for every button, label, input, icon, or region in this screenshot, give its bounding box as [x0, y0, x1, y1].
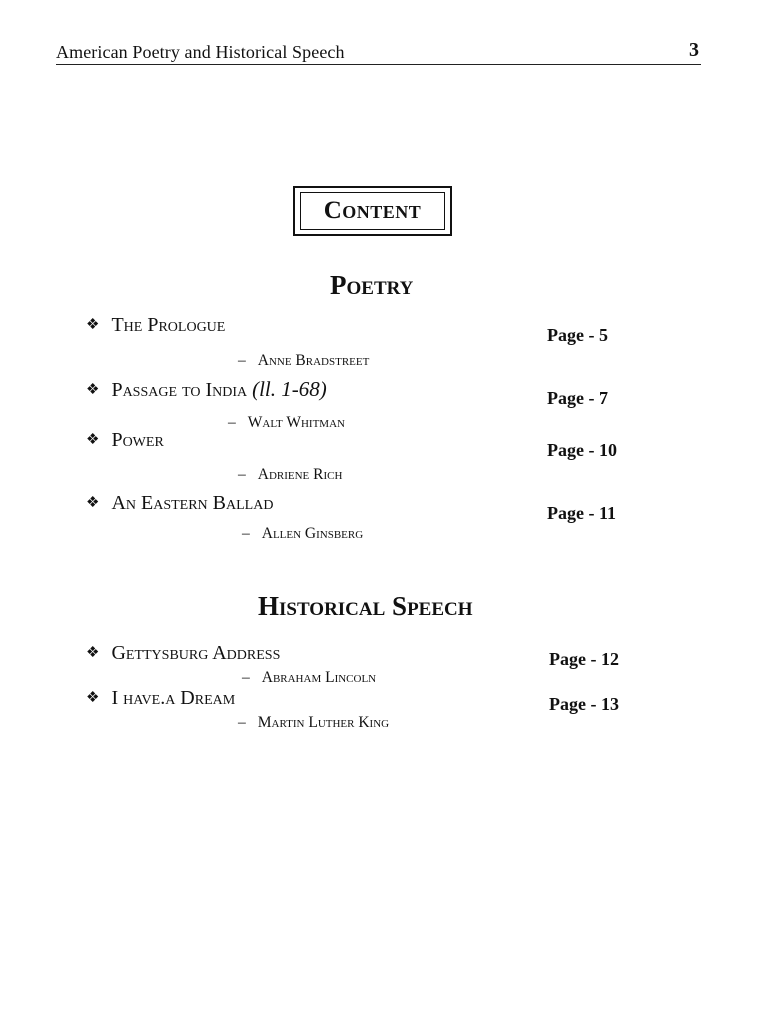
entry-title-text: The Prologue: [111, 314, 226, 336]
bullet-icon: ❖: [86, 317, 100, 333]
section-heading-historical-speech: Historical Speech: [258, 591, 473, 621]
entry-title-text: Gettysburg Address: [111, 642, 281, 664]
author-dash: –: [242, 669, 250, 686]
toc-entry-page: Page - 11: [547, 503, 616, 523]
toc-entry-author: [242, 525, 363, 543]
content-title-box: [293, 186, 452, 236]
toc-entry-page: Page - 7: [547, 388, 608, 408]
toc-entry-page: Page - 10: [547, 440, 617, 460]
bullet-icon: ❖: [86, 432, 100, 448]
section-heading-poetry: Poetry: [330, 270, 414, 300]
toc-entry-author: [238, 352, 369, 370]
toc-entry-title: [86, 429, 164, 452]
toc-entry-title: [86, 642, 280, 665]
toc-entry-title: [86, 492, 273, 515]
author-dash: –: [238, 466, 246, 483]
bullet-icon: ❖: [86, 382, 100, 398]
bullet-icon: ❖: [86, 495, 100, 511]
author-name: Anne Bradstreet: [257, 352, 370, 369]
running-title: American Poetry and Historical Speech: [56, 42, 345, 62]
toc-entry-title: [86, 314, 225, 337]
content-title-frame: [300, 192, 445, 230]
page-number: 3: [689, 39, 699, 61]
author-name: Adriene Rich: [257, 466, 343, 483]
toc-entry-author: [228, 414, 345, 432]
entry-title-text: Power: [111, 429, 164, 451]
running-header: [56, 36, 701, 65]
author-dash: –: [242, 525, 250, 542]
author-name: Walt Whitman: [247, 414, 345, 431]
author-name: Allen Ginsberg: [261, 525, 364, 542]
author-dash: –: [238, 352, 246, 369]
toc-entry-author: [242, 669, 376, 687]
entry-title-text: An Eastern Ballad: [111, 492, 274, 514]
toc-entry-author: [238, 714, 389, 732]
entry-title-text: Passage to India: [111, 379, 248, 401]
toc-entry-page: Page - 5: [547, 325, 608, 345]
toc-entry-title: [86, 377, 327, 402]
toc-entry-title: [86, 687, 235, 710]
entry-title-text: I have.a Dream: [111, 687, 236, 709]
author-name: Abraham Lincoln: [261, 669, 377, 686]
author-dash: –: [238, 714, 246, 731]
bullet-icon: ❖: [86, 645, 100, 661]
author-name: Martin Luther King: [257, 714, 390, 731]
entry-lines: (ll. 1-68): [252, 377, 327, 401]
author-dash: –: [228, 414, 236, 431]
toc-entry-page: Page - 13: [549, 694, 619, 714]
bullet-icon: ❖: [86, 690, 100, 706]
toc-entry-author: [238, 466, 342, 484]
toc-entry-page: Page - 12: [549, 649, 619, 669]
content-title: Content: [323, 197, 422, 224]
